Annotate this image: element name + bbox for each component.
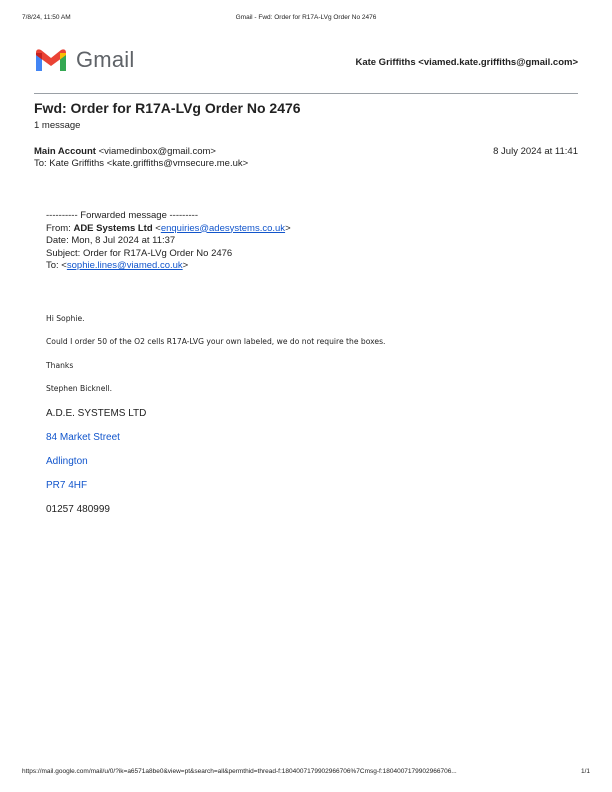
message-recipient: To: Kate Griffiths <kate.griffiths@vmsecure.me.uk> (34, 158, 249, 169)
message-date: 8 July 2024 at 11:41 (493, 146, 578, 157)
body-sender-name: Stephen Bicknell. (46, 384, 113, 393)
thread-subject: Fwd: Order for R17A-LVg Order No 2476 (34, 100, 301, 116)
print-header (22, 14, 590, 24)
signature-town-link[interactable]: Adlington (46, 456, 88, 467)
message-count: 1 message (34, 120, 81, 131)
signature-phone: 01257 480999 (46, 504, 110, 515)
forwarded-from-email-link[interactable]: enquiries@adesystems.co.uk (160, 222, 286, 234)
body-request: Could I order 50 of the O2 cells R17A-LVG your own labeled, we do not require the boxes. (46, 337, 386, 346)
sender-name: Main Account (34, 146, 96, 157)
gmail-m-icon (34, 47, 68, 73)
gmail-logo (34, 46, 134, 74)
sender-email: <viamedinbox@gmail.com> (98, 146, 216, 157)
forwarded-subject: Subject: Order for R17A-LVg Order No 2476 (46, 247, 233, 259)
print-page-number: 1/1 (580, 768, 590, 775)
body-thanks: Thanks (46, 361, 74, 370)
forwarded-to-email-link[interactable]: sophie.lines@viamed.co.uk (66, 260, 183, 272)
print-footer (22, 768, 590, 778)
forwarded-date: Date: Mon, 8 Jul 2024 at 11:37 (46, 235, 176, 247)
header-divider (34, 93, 578, 94)
forwarded-from: From: ADE Systems Ltd <enquiries@adesystems.co.uk> (46, 222, 291, 234)
forwarded-to: To: <sophie.lines@viamed.co.uk> (46, 260, 189, 272)
print-page-title: Gmail - Fwd: Order for R17A-LVg Order No 2476 (235, 14, 377, 21)
forwarded-from-name: ADE Systems Ltd (73, 222, 153, 234)
body-greeting: Hi Sophie. (46, 314, 85, 323)
forwarded-message-header (46, 210, 291, 273)
print-url: https://mail.google.com/mail/u/0/?ik=a6571a8be0&view=pt&search=all&permthid=thread-f:1804007179902966706%7Cmsg-f:1804007179902966706... (22, 768, 457, 775)
print-datetime: 7/8/24, 11:50 AM (22, 14, 71, 21)
message-sender (34, 146, 216, 157)
forwarded-separator: ---------- Forwarded message --------- (46, 210, 198, 221)
signature-street-link[interactable]: 84 Market Street (46, 432, 120, 443)
gmail-wordmark: Gmail (76, 47, 135, 72)
signature-postcode-link[interactable]: PR7 4HF (46, 480, 88, 491)
account-user: Kate Griffiths <viamed.kate.griffiths@gmail.com> (355, 57, 578, 68)
signature-company: A.D.E. SYSTEMS LTD (46, 408, 147, 419)
